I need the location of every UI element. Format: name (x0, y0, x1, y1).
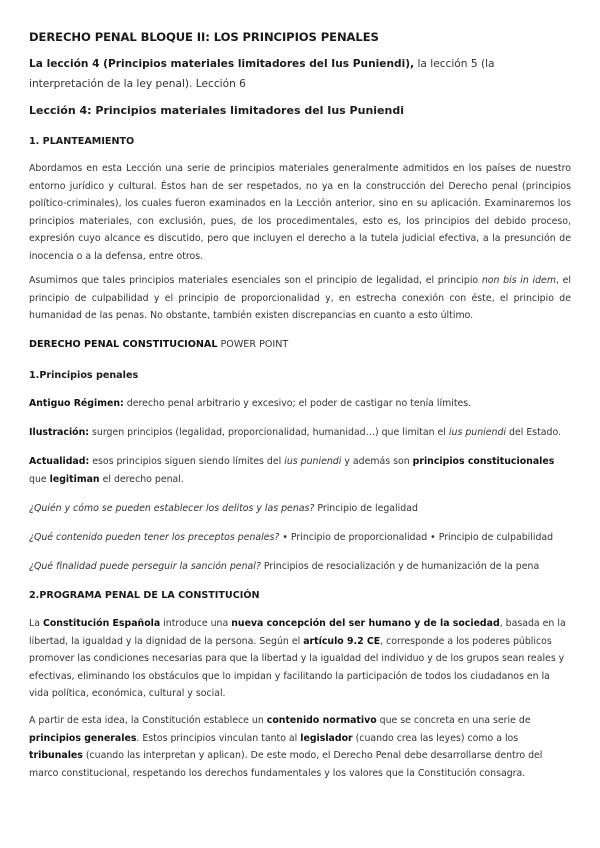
question-1: ¿Quién y cómo se pueden establecer los delitos y las penas? (29, 503, 315, 514)
p2-part-b: , el principio de culpabilidad y el principio de proporcionalidad y, en estrecha conexión con éste, el principio de humanidad de las penas. No obstante, también existen discrepancias en cuanto a esto último. (29, 275, 571, 322)
ilustracion-text: surgen principios (legalidad, proporcionalidad, humanidad…) que limitan el (89, 427, 449, 438)
actualidad-italic: ius puniendi (284, 456, 342, 467)
section2-paragraph-1 (29, 615, 571, 703)
section1-heading: 1. PLANTEAMIENTO (29, 136, 135, 147)
document-title: DERECHO PENAL BLOQUE II: LOS PRINCIPIOS PENALES (29, 30, 379, 44)
question-line-1 (29, 503, 571, 514)
p2-part-a: Asumimos que tales principios materiales esenciales son el principio de legalidad, el principio (29, 275, 482, 286)
ilustracion-label: Ilustración: (29, 427, 90, 438)
actualidad-bold2: legitiman (49, 473, 100, 485)
answer-2: • Principio de proporcionalidad • Principio de culpabilidad (279, 532, 554, 543)
s2p2-b: que se concreta en una serie de (376, 715, 531, 726)
actualidad-a: esos principios siguen siendo límites del (89, 456, 285, 467)
intro-paragraph (29, 55, 571, 94)
s2p2-d: (cuando crea las leyes) como a los (352, 732, 519, 744)
question-line-2 (29, 532, 571, 543)
ilustracion-end: del Estado. (506, 427, 562, 438)
s2p2-c: . Estos principios vinculan tanto al (136, 732, 301, 744)
s2p2-bold1: contenido normativo (266, 715, 377, 726)
section1-paragraph-1: Abordamos en esta Lección una serie de principios materiales generalmente admitidos en los países de nuestro entorno jurídico y cultural. Éstos han de ser respetados, no ya en la construcción del Derecho penal (principios político-criminales), los cuales fueron examinados en la Lección anterior, sino en su aplicación. Examinaremos los principios materiales, con exclusión, pues, de los procedimentales, esto es, los principios del debido proceso, expresión cuyo alcance es discutido, pero que incluyen el derecho a la tutela judicial efectiva, a la presunción de inocencia o a la defensa, entre otros. (29, 163, 571, 262)
constitutional-rest: POWER POINT (217, 339, 289, 350)
s2p1-bold2: nueva concepción del ser humano y de la sociedad (231, 618, 500, 629)
section2-paragraph-2 (29, 712, 571, 782)
constitutional-heading (29, 339, 571, 350)
ilustracion-line (29, 424, 571, 442)
p2-italic: non bis in idem (481, 275, 556, 286)
s2p1-d: , corresponde a los poderes públicos promover las condiciones necesarias para que la libertad y la igualdad del individuo y de los grupos sean reales y efectivas, eliminando los obstáculos que lo impidan y facilitando la participación de todos los ciudadanos en la vida política, económica, cultural y social. (29, 635, 565, 700)
section2-heading: 2.PROGRAMA PENAL DE LA CONSTITUCIÓN (29, 590, 260, 601)
principios-heading: 1.Principios penales (29, 370, 139, 381)
actualidad-b: y además son (341, 456, 413, 467)
s2p1-c: , basada en la libertad, la igualdad y la dignidad de la persona. Según el (29, 618, 566, 647)
actualidad-bold1: principios constitucionales (412, 456, 555, 467)
s2p2-e: (cuando las interpretan y aplican). De este modo, el Derecho Penal debe desarrollarse dentro del marco constitucional, respetando los derechos fundamentales y los valores que la Constitución consagra. (29, 750, 543, 779)
answer-3: Principios de resocialización y de humanización de la pena (260, 561, 540, 572)
s2p1-b: introduce una (160, 618, 232, 629)
actualidad-d: el derecho penal. (99, 473, 184, 485)
antiguo-label: Antiguo Régimen: (29, 398, 124, 409)
s2p1-bold1: Constitución Española (42, 618, 161, 629)
s2p2-bold3: legislador (300, 732, 353, 744)
s2p1-a: La (29, 618, 43, 629)
question-2: ¿Qué contenido pueden tener los preceptos penales? (29, 532, 280, 543)
antiguo-text: derecho penal arbitrario y excesivo; el poder de castigar no tenía límites. (123, 398, 472, 409)
actualidad-label: Actualidad: (29, 456, 90, 467)
s2p2-a: A partir de esta idea, la Constitución establece un (29, 715, 267, 726)
antiguo-regimen-line (29, 395, 571, 413)
question-line-3 (29, 561, 571, 572)
answer-1: Principio de legalidad (314, 503, 418, 514)
actualidad-c: que (29, 473, 50, 485)
s2p2-bold2: principios generales (29, 732, 137, 744)
constitutional-bold: DERECHO PENAL CONSTITUCIONAL (29, 339, 218, 350)
intro-bold: La lección 4 (Principios materiales limitadores del Ius Puniendi), (29, 58, 415, 70)
lesson-heading: Lección 4: Principios materiales limitadores del Ius Puniendi (29, 104, 404, 117)
s2p2-bold4: tribunales (29, 750, 83, 762)
section1-paragraph-2 (29, 272, 571, 325)
intro-rest: la lección 5 (la interpretación de la ley penal). Lección 6 (29, 58, 495, 90)
question-3: ¿Qué finalidad puede perseguir la sanción penal? (29, 561, 261, 572)
actualidad-paragraph (29, 453, 571, 488)
ilustracion-italic: ius puniendi (448, 427, 507, 438)
s2p1-bold3: artículo 9.2 CE (303, 635, 381, 647)
